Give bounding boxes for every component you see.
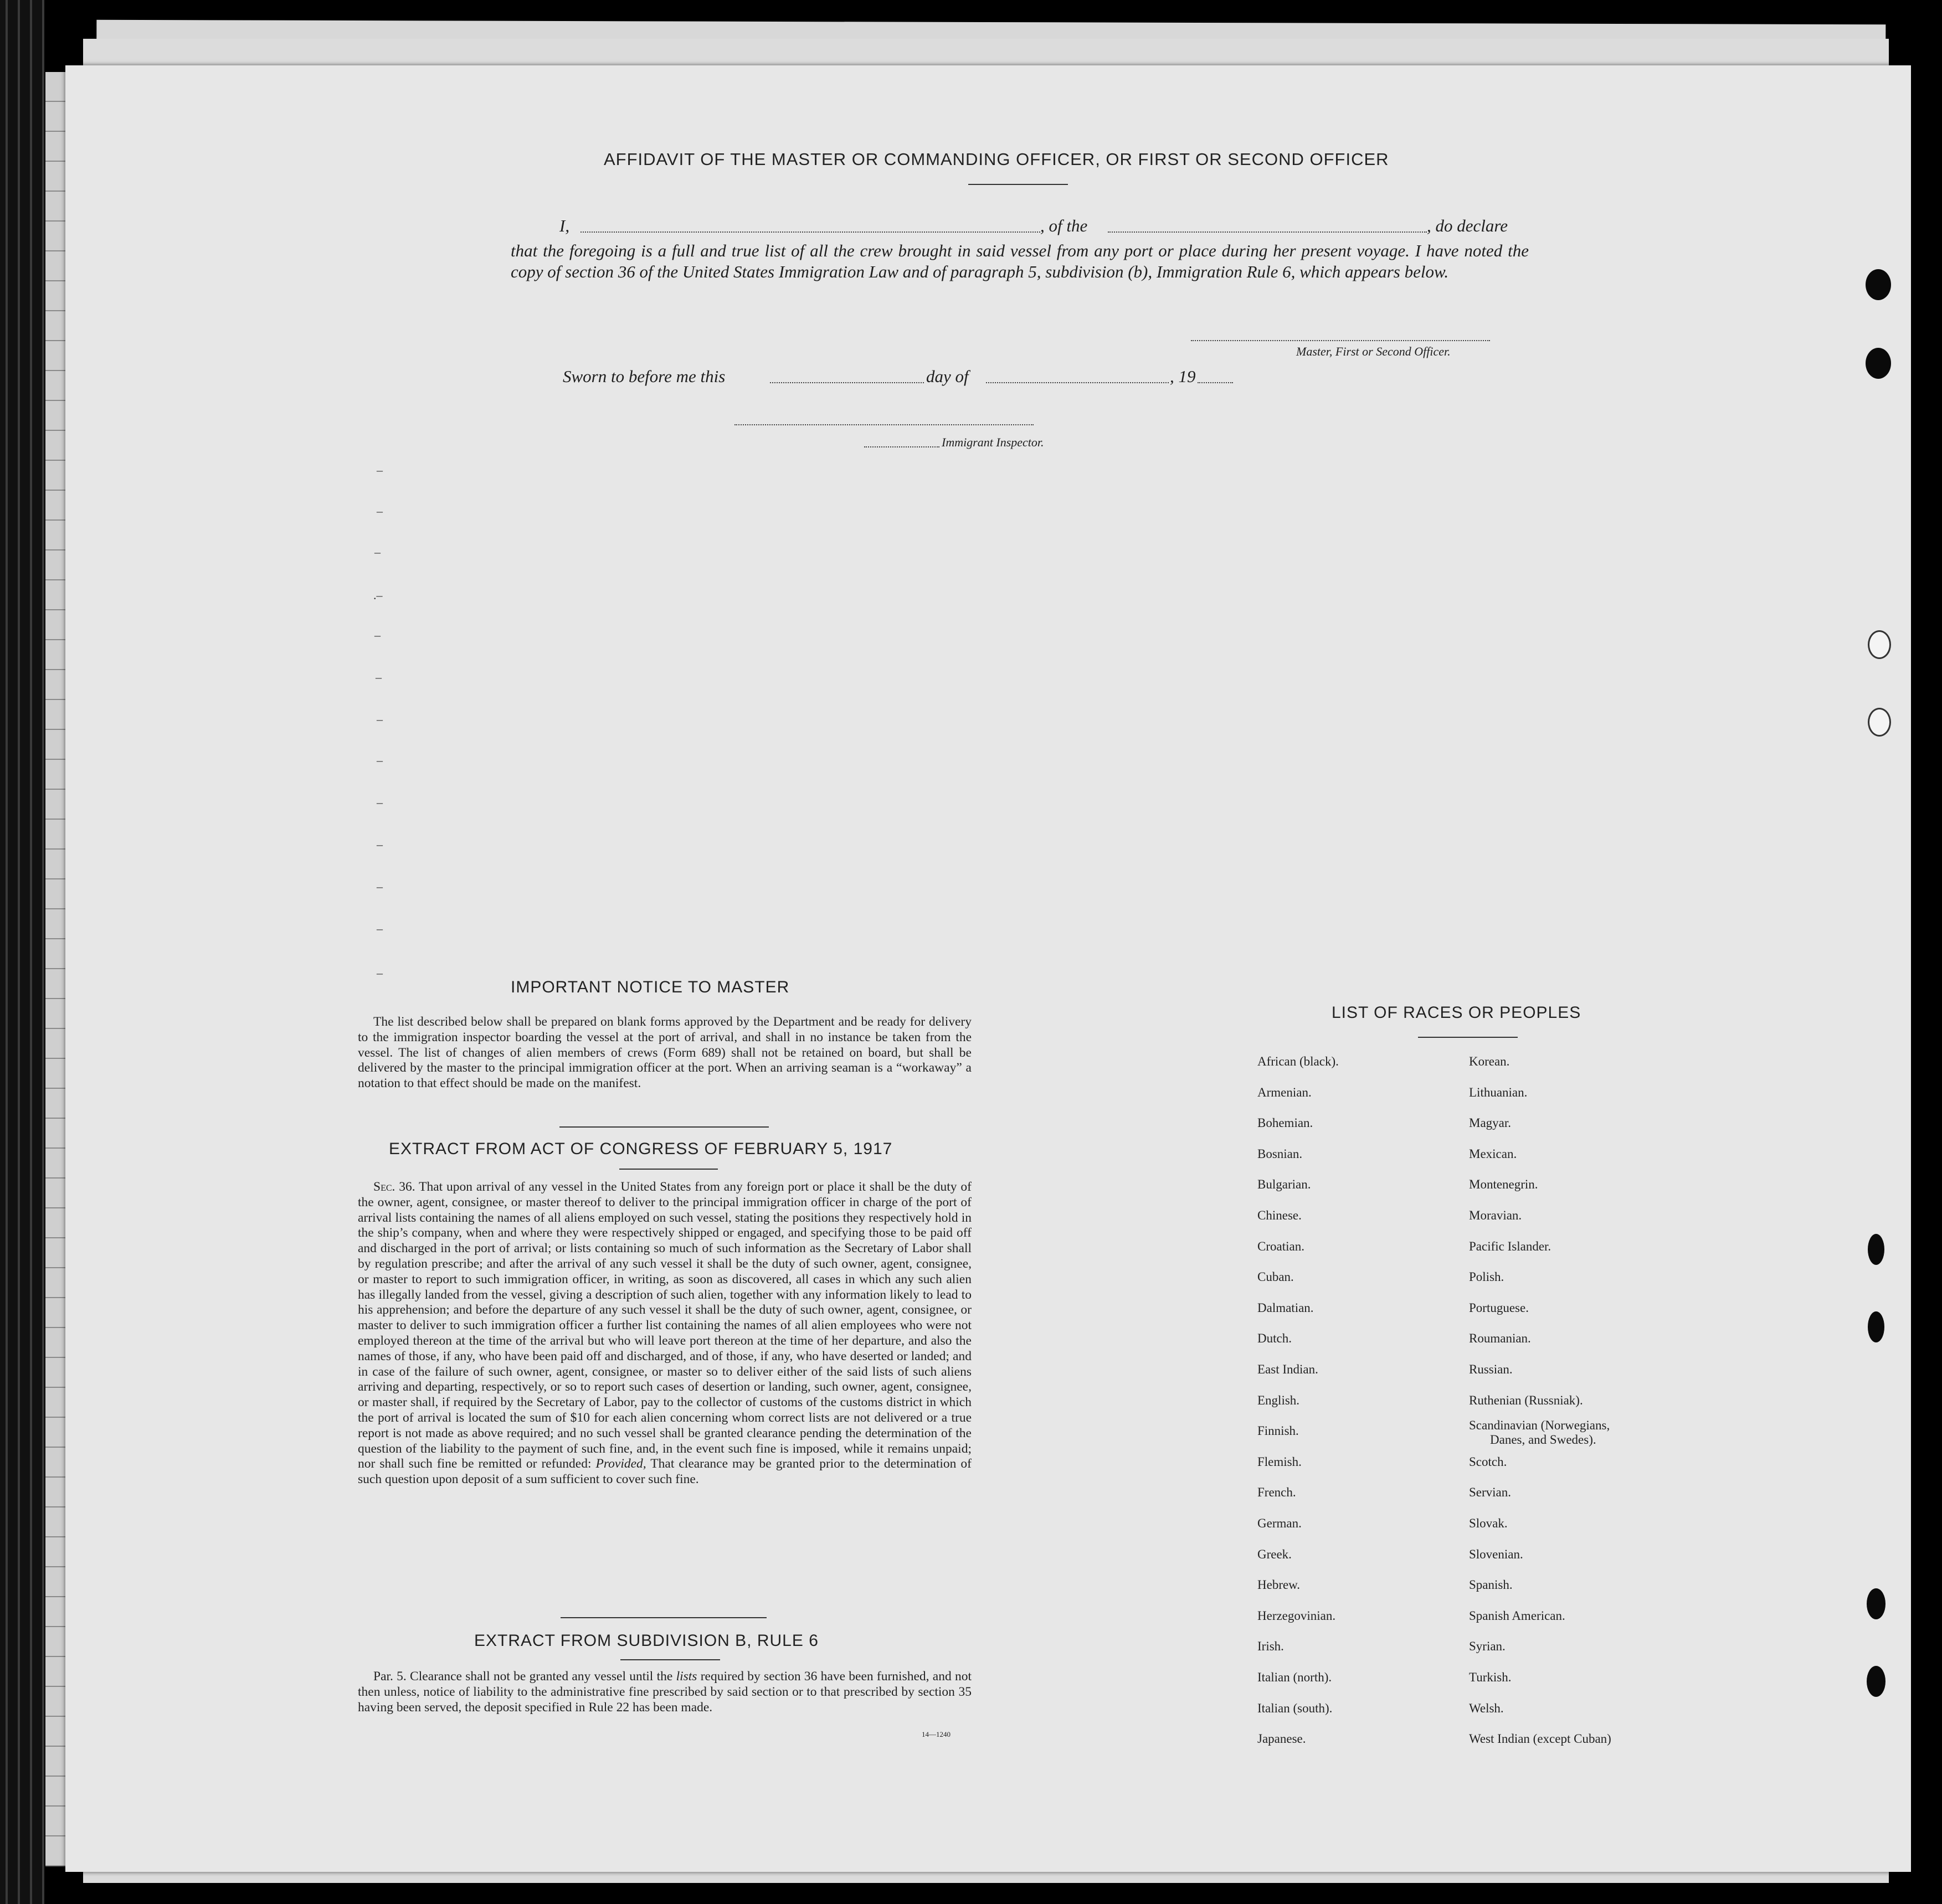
race-item: Spanish American. — [1469, 1608, 1565, 1623]
race-item: Bosnian. — [1257, 1146, 1303, 1161]
binder-hole — [1867, 1666, 1886, 1697]
race-item: Turkish. — [1469, 1670, 1512, 1684]
race-item: Welsh. — [1469, 1701, 1504, 1715]
affidavit-statement: that the foregoing is a full and true list of all the crew brought in said vessel from any port or place during her present voyage. I have noted the copy of section 36 of the United States Immigration Law and of paragraph 5, subdivision (b), Immigration Rule 6, which appears below. — [511, 241, 1529, 281]
section-rule — [561, 1617, 767, 1618]
race-item: German. — [1257, 1516, 1302, 1530]
section-label: Sec. 36. — [373, 1180, 415, 1194]
inspector-label: Immigrant Inspector. — [942, 435, 1044, 449]
act-text — [358, 1180, 972, 1488]
race-item: Polish. — [1469, 1270, 1504, 1284]
race-item: Italian (south). — [1257, 1701, 1333, 1715]
binder-hole — [1868, 1234, 1884, 1265]
form-page — [65, 65, 1911, 1872]
race-item: Servian. — [1469, 1485, 1512, 1500]
race-item: Irish. — [1257, 1639, 1284, 1654]
race-item: Dutch. — [1257, 1331, 1292, 1346]
race-item: West Indian (except Cuban) — [1469, 1732, 1611, 1746]
race-item: Chinese. — [1257, 1208, 1302, 1222]
form-number: 14—1240 — [922, 1730, 951, 1738]
race-item: Slovak. — [1469, 1516, 1508, 1530]
name-blank — [580, 231, 1040, 233]
year-blank — [1198, 382, 1233, 383]
declare-do-declare: , do declare — [1427, 216, 1508, 235]
notice-title: IMPORTANT NOTICE TO MASTER — [511, 978, 790, 996]
race-item: Croatian. — [1257, 1239, 1304, 1253]
race-item: Slovenian. — [1469, 1547, 1523, 1561]
race-item: Greek. — [1257, 1547, 1292, 1561]
race-item: Magyar. — [1469, 1116, 1512, 1130]
race-item: Roumanian. — [1469, 1331, 1531, 1346]
ruled-sheet-edge — [45, 72, 68, 1866]
inspector-signature-line — [734, 424, 1034, 425]
race-item: Pacific Islander. — [1469, 1239, 1551, 1253]
race-item: Syrian. — [1469, 1639, 1506, 1654]
proviso-text: That clearance may be granted prior to the determination of such question upon deposit of a sum sufficient to cover such fine. — [358, 1457, 972, 1487]
race-item-continuation: Danes, and Swedes). — [1490, 1433, 1596, 1447]
race-item: Russian. — [1469, 1362, 1513, 1376]
race-item: Cuban. — [1257, 1270, 1294, 1284]
race-item: Ruthenian (Russniak). — [1469, 1393, 1583, 1407]
race-item: East Indian. — [1257, 1362, 1318, 1376]
race-item: Montenegrin. — [1469, 1177, 1538, 1192]
race-item: Finnish. — [1257, 1424, 1299, 1438]
inspector-signature-lead — [864, 446, 939, 447]
race-item: Hebrew. — [1257, 1578, 1301, 1592]
race-item: Moravian. — [1469, 1208, 1522, 1222]
declare-i: I, — [559, 216, 570, 235]
race-item: Armenian. — [1257, 1085, 1312, 1099]
binder-hole — [1868, 630, 1891, 659]
race-item: Korean. — [1469, 1054, 1510, 1068]
proviso-label: Provided, — [595, 1457, 646, 1471]
binder-hole — [1868, 708, 1891, 737]
rule-text: Par. 5. Clearance shall not be granted any vessel until the lists required by section 36 have been furnished, and not then unless, notice of liability to the administrative fine prescribed by said section or to that prescribed by section 35 having been served, the deposit specified in Rule 22 has been made. — [358, 1669, 972, 1715]
vessel-blank — [1108, 231, 1427, 233]
race-item: French. — [1257, 1485, 1296, 1500]
race-item: African (black). — [1257, 1054, 1339, 1068]
race-item: Italian (north). — [1257, 1670, 1332, 1684]
sworn-text: Sworn to before me this — [563, 367, 726, 386]
day-of: day of — [926, 367, 969, 386]
race-item: Bohemian. — [1257, 1116, 1313, 1130]
race-item: Mexican. — [1469, 1146, 1517, 1161]
declare-of-the: , of the — [1040, 216, 1088, 235]
race-item: Bulgarian. — [1257, 1177, 1311, 1192]
race-item: Dalmatian. — [1257, 1300, 1314, 1315]
notice-text: The list described below shall be prepared on blank forms approved by the Department and be ready for delivery to the immigration inspector boarding the vessel at the port of arrival, and shall in no instance be taken from the vessel. The list of changes of alien members of crews (Form 689) shall not be retained on board, but shall be delivered by the master to the principal immigration officer at the port. When an arriving seaman is a “workaway” a notation to that effect should be made on the manifest. — [358, 1015, 972, 1091]
title-rule — [968, 184, 1068, 185]
binder-hole — [1866, 269, 1891, 300]
month-blank — [986, 382, 1169, 383]
race-item: Scotch. — [1469, 1454, 1507, 1469]
race-item: Lithuanian. — [1469, 1085, 1528, 1099]
year-prefix: , 19 — [1170, 367, 1196, 386]
affidavit-title: AFFIDAVIT OF THE MASTER OR COMMANDING OFFICER, OR FIRST OR SECOND OFFICER — [604, 150, 1389, 169]
act-body: That upon arrival of any vessel in the United States from any foreign port or place it shall be the duty of the owner, agent, consignee, or master thereof to deliver to the principal immigration officer in charge of the port of arrival lists containing the names of all aliens employed on such vessel, stating the positions they respectively hold in the ship’s company, when and where they were respectively shipped or engaged, and specifying those to be paid off and discharged in the port of arrival; or lists containing so much of such information as the Secretary of Labor shall by regulation prescribe; and after the arrival of any such vessel it shall be the duty of such owner, agent, consignee, or master to report to such immigration officer, in writing, as soon as discovered, all cases in which any such alien has illegally landed from the vessel, giving a description of such alien, together with any information likely to lead to his apprehension; and before the departure of any such vessel it shall be the duty of such owner, agent, consignee, or master to deliver to such immigration officer a further list containing the names of all alien employees who were not employed thereon at the time of the arrival but who will leave port thereon at the time of her departure, and also the names of those, if any, who have been paid off and discharged, and of those, if any, who have deserted or landed; and in case of the failure of such owner, agent, consignee, or master so to deliver either of the said lists of such aliens arriving and departing, respectively, or so to report such cases of desertion or landing, such owner, agent, consignee, or master shall, if required by the Secretary of Labor, pay to the collector of customs of the customs district in which the port of arrival is located the sum of $10 for each alien concerning whom correct lists are not delivered or a true report is not made as above required; and no such vessel shall be granted clearance pending the determination of the question of the liability to the payment of such fine, and, in the event such fine is imposed, while it remains unpaid; nor shall such fine be remitted or refunded: — [358, 1180, 972, 1471]
race-item: Scandinavian (Norwegians, — [1469, 1418, 1610, 1433]
race-item: Japanese. — [1257, 1732, 1306, 1746]
day-blank — [770, 382, 924, 383]
race-item: English. — [1257, 1393, 1300, 1407]
race-item: Herzegovinian. — [1257, 1608, 1336, 1623]
act-title: EXTRACT FROM ACT OF CONGRESS OF FEBRUARY 5, 1917 — [389, 1140, 893, 1158]
binder-hole — [1866, 348, 1891, 379]
race-item: Spanish. — [1469, 1578, 1513, 1592]
section-rule — [559, 1126, 769, 1128]
binder-edge — [0, 0, 44, 1904]
race-item: Portuguese. — [1469, 1300, 1529, 1315]
binder-hole — [1868, 1311, 1884, 1342]
race-item: Flemish. — [1257, 1454, 1302, 1469]
binder-hole — [1867, 1588, 1886, 1619]
officer-signature-line — [1191, 340, 1490, 341]
section-rule — [620, 1659, 720, 1660]
officer-signature-label: Master, First or Second Officer. — [1296, 344, 1451, 358]
races-title: LIST OF RACES OR PEOPLES — [1332, 1004, 1581, 1022]
section-rule — [1418, 1037, 1518, 1038]
rule-title: EXTRACT FROM SUBDIVISION B, RULE 6 — [474, 1632, 819, 1650]
section-rule — [619, 1169, 718, 1170]
